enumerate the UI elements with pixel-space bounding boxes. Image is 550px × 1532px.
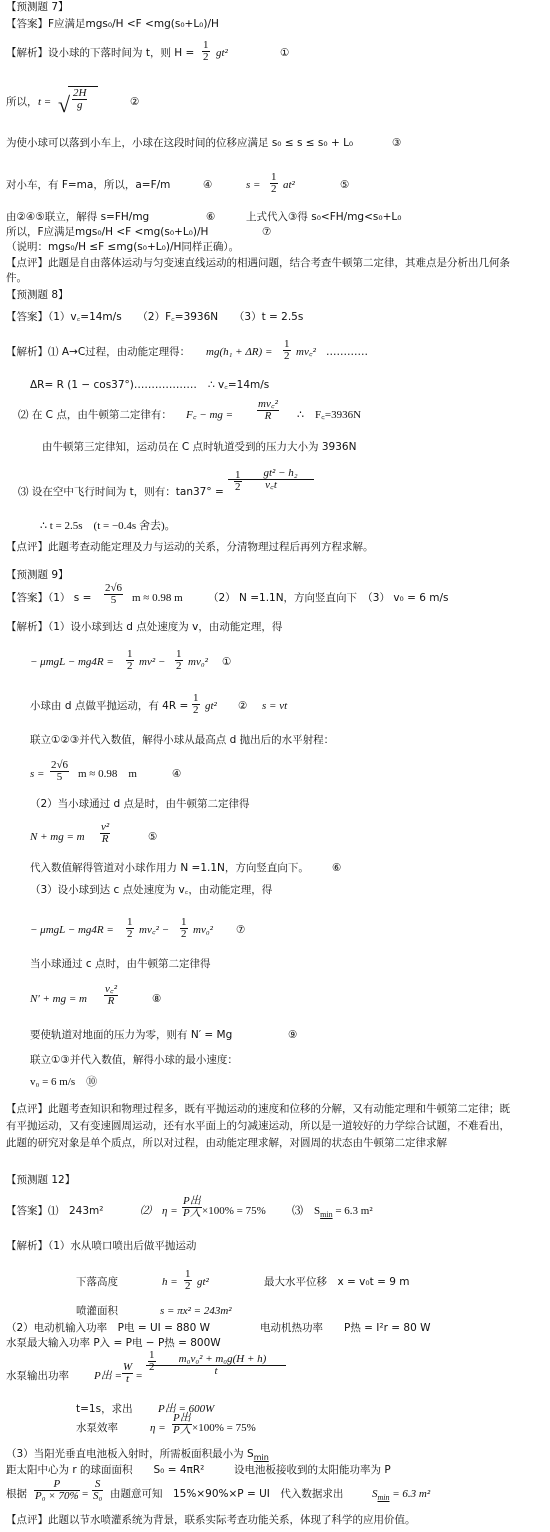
p12-eta-eq: η = <box>150 1422 166 1434</box>
p9-eq1-mid: mv² − <box>139 656 166 668</box>
p9-part2-text: （2）当小球通过 d 点是时，由牛顿第二定律得 <box>30 798 250 810</box>
p12-pump-output-label: 水泵输出功率 <box>6 1370 69 1382</box>
p12-smin-result: $S_{min} = 6.3$ m² <box>372 1488 431 1502</box>
p7-solve: 由②④⑤联立，解得 s=FH/mg <box>6 211 150 223</box>
p12-derivation: 由题意可知 15%×90%×P = UI 代入数据求出 <box>110 1488 344 1500</box>
fraction-one-half: $\frac{1}{2}$ <box>176 648 182 672</box>
p8-time-result: ∴ t = 2.5s (t = −0.4s 舍去)。 <box>40 520 176 532</box>
p12-comment: 【点评】此题以节水喷灌系统为背景，联系实际考查功能关系，体现了科学的应用价值。 <box>6 1514 416 1526</box>
p9-normal-force: 代入数值解得管道对小球作用力 N =1.1N，方向竖直向下。 <box>30 862 309 874</box>
p7-eq1-text: 【解析】设小球的下落时间为 t，则 H = <box>6 47 195 59</box>
p7-marker-7: ⑦ <box>262 226 272 238</box>
p8-vc-result: ∴ v꜀=14m/s <box>208 379 270 391</box>
p7-note: （说明：mgs₀/H ≤F ≤mg(s₀+L₀)/H同样正确）。 <box>6 241 240 253</box>
problem-12-heading: 【预测题 12】 <box>6 1174 76 1186</box>
fraction-one-half: $\frac{1}{2}$ <box>193 692 199 716</box>
p9-marker-9: ⑨ <box>288 1029 298 1041</box>
p8-step1-rhs: mv꜀² <box>296 346 316 358</box>
p8-step2-text: ⑵ 在 C 点，由牛顿第二定律有： <box>18 409 172 421</box>
p9-combine-1: 联立①②③并代入数值，解得小球从最高点 d 抛出后的水平射程： <box>30 734 335 746</box>
p9-answer-parts23: （2） N =1.1N，方向竖直向下 （3） v₀ = 6 m/s <box>208 592 449 604</box>
problem-8-answer: 【答案】（1）v꜀=14m/s （2）F꜀=3936N （3）t = 2.5s <box>6 311 304 323</box>
p9-eq1-lhs: − μmgL − mg4R = <box>30 656 114 668</box>
p9-eq8-lhs: N′ + mg = m <box>30 993 87 1005</box>
sqrt-sign: √ <box>58 86 98 118</box>
fraction-w-over-t: $\frac{W}{t}$ <box>123 1361 133 1385</box>
p9-comment-line-3: 此题的研究对象是单个质点，所以对过程，由动能定理求解，对圆周的状态由牛顿第二定律求解 <box>6 1137 447 1149</box>
p7-marker-5: ⑤ <box>340 179 350 191</box>
p12-answer-1: 【答案】⑴ 243m² <box>6 1205 104 1217</box>
p12-t-given: t=1s，求出 <box>76 1403 133 1415</box>
p9-analysis-1: 【解析】（1）设小球到达 d 点处速度为 v，由动能定理，得 <box>6 621 283 633</box>
p12-max-range: 最大水平位移 x = v₀t = 9 m <box>264 1276 410 1288</box>
p8-ellipsis: ………… <box>326 346 368 358</box>
fraction-v2-over-r: $\frac{\text{v²}}{R}$ <box>101 821 110 845</box>
p12-efficiency-label: 水泵效率 <box>76 1422 118 1434</box>
p9-projectile: 小球由 d 点做平抛运动，有 4R = <box>30 700 189 712</box>
p7-marker-1: ① <box>280 47 290 59</box>
fraction-p-over-p0: $\frac{P}{\text{P₀ × 70\%}}$ <box>35 1478 79 1502</box>
fraction-one-half: $\frac{1}{2}$ <box>284 338 290 362</box>
p12-according: 根据 <box>6 1488 27 1500</box>
p12-area-eq: s = πx² = 243m² <box>160 1305 232 1317</box>
p7-substitute: 上式代入③得 s₀<FH/mg<s₀+L₀ <box>246 211 402 223</box>
p7-comment-line-1: 【点评】此题是自由落体运动与匀变速直线运动的相遇问题，结合考查牛顿第二定律，其难点是分析出几何条 <box>6 257 510 269</box>
p8-third-law: 由牛顿第三定律知，运动员在 C 点时轨道受到的压力大小为 3936N <box>42 441 357 453</box>
p7-marker-4: ④ <box>203 179 213 191</box>
p8-fc-result: ∴ F꜀=3936N <box>297 409 362 421</box>
fraction-2root6-over-5: $\frac{2√6}{5}$ <box>51 759 69 783</box>
p7-car-eq: 对小车，有 F=ma，所以，a=F/m <box>6 179 171 191</box>
p7-eq2-lead: 所以， <box>6 96 38 108</box>
p9-marker-4: ④ <box>172 768 182 780</box>
fraction-pout-over-pin: P出 P入 <box>183 1195 201 1219</box>
p12-answer-2-value: ×100% = 75% <box>202 1205 266 1217</box>
tan-fraction: $\frac{\text{gt² − h₂}}{v꜀t}$ <box>228 468 314 491</box>
p9-eq4-lhs: s = <box>30 768 45 780</box>
p8-step1-lhs: mg(h₁ + ΔR) = <box>206 346 273 358</box>
pout-big-fraction: $\frac{\text{m₀v₀² + m₀g(H + h)}}{t}$ <box>146 1354 286 1377</box>
p7-eq1-gt2: gt² <box>216 47 228 59</box>
p8-comment: 【点评】此题考查动能定理及力与运动的关系，分清物理过程后再列方程求解。 <box>6 541 374 553</box>
fraction-one-half: $\frac{1}{2}$ <box>235 469 241 493</box>
p9-combine-2: 联立①③并代入数值，解得小球的最小速度： <box>30 1054 238 1066</box>
p9-min-speed: v₀ = 6 m/s ⑩ <box>30 1076 98 1088</box>
p12-pump-input: 水泵最大输入功率 P入 = P电 − P热 = 800W <box>6 1337 221 1349</box>
p7-marker-6: ⑥ <box>206 211 216 223</box>
p9-eq7-mid: mv꜀² − <box>139 924 170 936</box>
problem-9-heading: 【预测题 9】 <box>6 569 69 581</box>
fraction-2h-over-g: $\frac{2H}{g}$ <box>73 87 87 111</box>
fraction-one-half: $\frac{1}{2}$ <box>185 1268 191 1292</box>
p9-part3-text: （3）设小球到达 c 点处速度为 v꜀，由动能定理，得 <box>30 884 273 896</box>
p9-eq4-value: m ≈ 0.98 m <box>78 768 137 780</box>
p12-sphere-area: 距太阳中心为 r 的球面面积 S₀ = 4πR² <box>6 1464 205 1476</box>
p7-marker-3: ③ <box>392 137 402 149</box>
p7-result: 所以，F应满足mgs₀/H <F <mg(s₀+L₀)/H <box>6 226 209 238</box>
p12-fall-height-label: 下落高度 <box>76 1276 118 1288</box>
p12-pout-value: P出 = 600W <box>158 1403 215 1415</box>
p7-at2: at² <box>283 179 295 191</box>
p9-comment-line-2: 有平抛运动，又有变速圆周运动，还有水平面上的匀减速运动，所以是一道较好的力学综合试题，不难看出， <box>6 1120 510 1132</box>
p12-ratio-eq: = <box>82 1488 89 1500</box>
p12-solar-power: 设电池板接收到的太阳能功率为 P <box>234 1464 391 1476</box>
p9-marker-6: ⑥ <box>332 862 342 874</box>
p7-s-eq: s = <box>246 179 261 191</box>
p9-marker-8: ⑧ <box>152 993 162 1005</box>
p9-c-point: 当小球通过 c 点时，由牛顿第二定律得 <box>30 958 211 970</box>
problem-8-heading: 【预测题 8】 <box>6 289 69 301</box>
p12-pout-eq: P出 = <box>94 1370 122 1382</box>
p7-condition: 为使小球可以落到小车上，小球在这段时间的位移应满足 s₀ ≤ s ≤ s₀ + L₀ <box>6 137 354 149</box>
p7-eq2-t: t = <box>38 96 52 108</box>
p12-analysis-1: 【解析】（1）水从喷口喷出后做平抛运动 <box>6 1240 197 1252</box>
fraction-mvc2-over-r: $\frac{\text{mv꜀²}}{R}$ <box>258 398 278 422</box>
p9-eq7-rhs: mv₀² <box>193 924 213 936</box>
p9-zero-pressure: 要使轨道对地面的压力为零，则有 N′ = Mg <box>30 1029 233 1041</box>
fraction-vc2-over-r: $\frac{\text{v꜀²}}{R}$ <box>105 983 117 1007</box>
fraction-s-over-s0: $\frac{S}{\text{S₀}}$ <box>93 1478 103 1502</box>
p8-step3-text: ⑶ 设在空中飞行时间为 t，则有：tan37° = <box>18 486 224 498</box>
fraction-one-half: $\frac{1}{2}$ <box>181 916 187 940</box>
p9-eq7-lhs: − μmgL − mg4R = <box>30 924 114 936</box>
p9-marker-1: ① <box>222 656 232 668</box>
fraction-one-half: $\frac{1}{2}$ <box>149 1349 155 1373</box>
p9-marker-7: ⑦ <box>236 924 246 936</box>
fraction-one-half: $\frac{1}{2}$ <box>127 916 133 940</box>
p12-motor-heat: 电动机热功率 P热 = I²r = 80 W <box>260 1322 431 1334</box>
p9-comment-line-1: 【点评】此题考查知识和物理过程多，既有平抛运动的速度和位移的分解，又有动能定理和牛顿第二定律；既 <box>6 1103 510 1115</box>
fraction-one-half: $\frac{1}{2}$ <box>203 39 209 63</box>
p12-answer-3: ⑶ $S_{min} = 6.3$ m² <box>292 1205 373 1219</box>
p12-h-gt2: gt² <box>197 1276 209 1288</box>
p8-step1-text: 【解析】⑴ A→C过程，由动能定理得： <box>6 346 191 358</box>
p9-s-vt: s = vt <box>262 700 288 712</box>
p9-eq5-lhs: N + mg = m <box>30 831 85 843</box>
fraction-pout-over-pin: P出 P入 <box>173 1412 191 1436</box>
p12-part3-text: （3）当阳光垂直电池板入射时，所需板面积最小为 $S_{min}$ <box>6 1448 269 1462</box>
p7-marker-2: ② <box>130 96 140 108</box>
p12-eta-value: ×100% = 75% <box>192 1422 256 1434</box>
p9-marker-2: ② <box>238 700 248 712</box>
fraction-one-half: $\frac{1}{2}$ <box>271 171 277 195</box>
p9-gt2: gt² <box>205 700 217 712</box>
fraction-2root6-over-5: $\frac{2√6}{5}$ <box>105 582 123 606</box>
problem-7-answer: 【答案】F应满足mgs₀/H <F <mg(s₀+L₀)/H <box>6 18 219 30</box>
p9-eq1-rhs: mv₀² <box>188 656 208 668</box>
p12-h-eq: h = <box>162 1276 178 1288</box>
p8-delta-r: ΔR= R (1 − cos37°)……………… <box>30 379 197 391</box>
problem-7-heading: 【预测题 7】 <box>6 1 69 13</box>
p7-comment-line-2: 件。 <box>6 272 27 284</box>
p12-answer-2: ⑵ η = <box>140 1205 178 1217</box>
fraction-one-half: $\frac{1}{2}$ <box>127 648 133 672</box>
p9-answer-value: m ≈ 0.98 m <box>132 592 183 604</box>
p12-area-label: 喷灌面积 <box>76 1305 118 1317</box>
p9-answer-part1: 【答案】（1） s = <box>6 592 92 604</box>
p12-eq-sign: = <box>136 1370 143 1382</box>
p9-marker-5: ⑤ <box>148 831 158 843</box>
p8-step2-lhs: F꜀ − mg = <box>186 409 234 421</box>
p12-motor-input: （2）电动机输入功率 P电 = UI = 880 W <box>6 1322 211 1334</box>
